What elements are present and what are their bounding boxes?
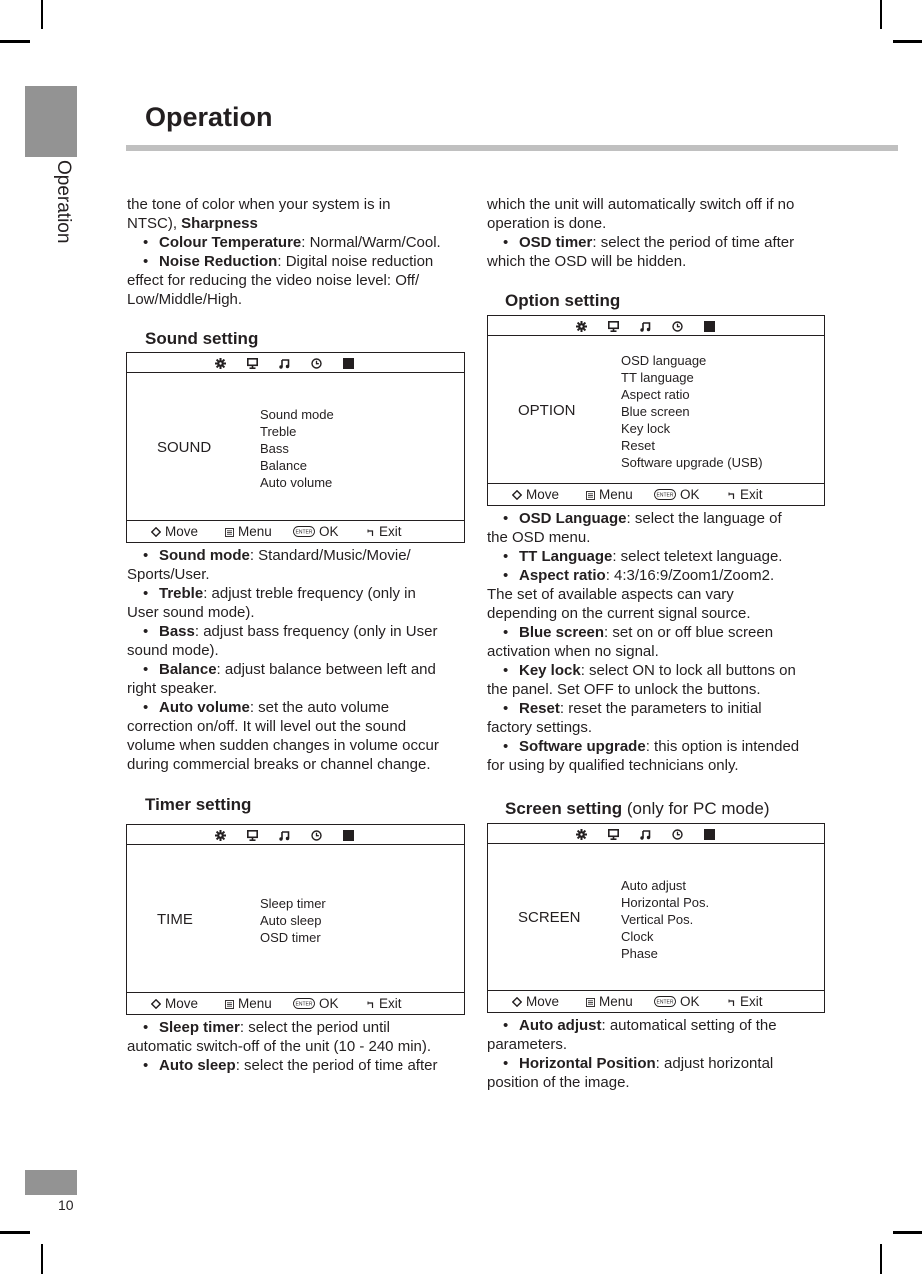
bullet-term: Blue screen [519, 624, 605, 641]
monitor-icon[interactable] [247, 356, 279, 369]
bullet-continuation: depending on the current signal source. [487, 605, 751, 622]
menu-icon [586, 995, 595, 1010]
menu-icon [586, 488, 595, 503]
osd-sound-menu [126, 352, 465, 543]
osd-body [488, 336, 824, 487]
exit-hint-label: Exit [379, 524, 402, 539]
osd-menu-item[interactable]: Blue screen [621, 404, 690, 419]
bullet-dot: • [143, 623, 149, 640]
menu-hint-label: Menu [599, 487, 633, 502]
exit-hint [728, 994, 763, 1010]
timer-heading: Timer setting [145, 795, 252, 814]
bullet-item [127, 698, 472, 717]
exit-hint-label: Exit [379, 996, 402, 1011]
bullet-term: Balance [159, 661, 217, 678]
side-label-text: Operation [53, 160, 74, 244]
bullet-item [127, 1056, 472, 1075]
ok-icon [654, 488, 676, 503]
bullet-item [487, 233, 832, 252]
crop-mark [893, 40, 922, 43]
bullet-dot: • [143, 661, 149, 678]
bullet-term: Sound mode [159, 547, 250, 564]
bullet-continuation: The set of available aspects can vary [487, 586, 734, 603]
osd-menu-item[interactable]: TT language [621, 370, 694, 385]
bullet-item [127, 252, 472, 271]
clock-icon[interactable] [311, 356, 343, 369]
bullet-continuation: Low/Middle/High. [127, 291, 243, 308]
bullet-continuation: Sports/User. [127, 566, 210, 583]
svg-text:ENTER: ENTER [295, 529, 313, 536]
bullet-term: Horizontal Position [519, 1055, 656, 1072]
bullet-list [487, 1016, 832, 1092]
ok-icon [293, 997, 315, 1012]
osd-body [127, 373, 464, 524]
square-icon[interactable] [704, 319, 736, 332]
bullet-continuation: activation when no signal. [487, 643, 659, 660]
bullet-item [127, 233, 472, 252]
osd-body [488, 844, 824, 994]
clock-icon[interactable] [672, 319, 704, 332]
osd-menu-item[interactable]: OSD timer [260, 930, 321, 945]
bullet-dot: • [503, 700, 509, 717]
bullet-list [487, 509, 832, 775]
osd-menu-item[interactable]: Software upgrade (USB) [621, 455, 763, 470]
bullet-list [127, 546, 472, 774]
bullet-item [487, 509, 832, 528]
menu-hint-label: Menu [238, 996, 272, 1011]
bullet-item [487, 737, 832, 756]
exit-hint [367, 996, 402, 1012]
music-note-icon[interactable] [640, 827, 672, 840]
ok-hint [654, 994, 700, 1010]
left-column [127, 195, 472, 309]
osd-tab-bar [488, 824, 824, 844]
title-rule [126, 145, 898, 151]
bullet-dot: • [503, 234, 509, 251]
crop-mark [880, 1244, 882, 1274]
osd-footer [127, 992, 464, 1014]
music-note-icon[interactable] [279, 356, 311, 369]
osd-menu-item[interactable]: Treble [260, 424, 297, 439]
bullet-text: : Digital noise reduction [277, 253, 434, 270]
bullet-text: : select the language of [626, 510, 782, 527]
bullet-continuation: parameters. [487, 1036, 568, 1053]
bullet-dot: • [503, 548, 509, 565]
square-icon[interactable] [343, 356, 375, 369]
bullet-continuation: the panel. Set OFF to unlock the buttons. [487, 681, 761, 698]
osd-item-list [260, 406, 334, 491]
bullet-term: Software upgrade [519, 738, 646, 755]
osd-menu-item[interactable]: Bass [260, 441, 289, 456]
osd-menu-item[interactable]: Balance [260, 458, 307, 473]
bullet-text: : select the period until [239, 1019, 390, 1036]
cont-line: operation is done. [487, 215, 607, 232]
ok-hint-label: OK [680, 487, 700, 502]
osd-category-label: SCREEN [518, 909, 581, 926]
menu-hint [586, 487, 633, 503]
move-hint-label: Move [526, 487, 560, 502]
bullet-text: : adjust treble frequency (only in [203, 585, 416, 602]
bullet-continuation: User sound mode). [127, 604, 255, 621]
bullet-text: : adjust horizontal [655, 1055, 774, 1072]
exit-hint-label: Exit [740, 487, 763, 502]
bullet-continuation: which the OSD will be hidden. [487, 253, 687, 270]
crop-mark [880, 0, 882, 29]
bullet-continuation: the OSD menu. [487, 529, 591, 546]
sound-bullets [127, 546, 472, 774]
bullet-continuation: correction on/off. It will level out the sound [127, 718, 407, 735]
svg-text:ENTER: ENTER [656, 999, 674, 1006]
bullet-text: : select the period of time after [592, 234, 795, 251]
bullet-term: Aspect ratio [519, 567, 606, 584]
menu-hint [225, 524, 272, 540]
cont-line: which the unit will automatically switch off if no [487, 196, 795, 213]
move-icon [151, 525, 161, 540]
bullet-dot: • [503, 662, 509, 679]
ok-hint [293, 524, 339, 540]
bullet-dot: • [503, 1017, 509, 1034]
bullet-dot: • [143, 585, 149, 602]
menu-hint [586, 994, 633, 1010]
side-label [25, 160, 77, 260]
ok-hint [654, 487, 700, 503]
screen-heading-note: (only for PC mode) [622, 799, 770, 818]
osd-body [127, 845, 464, 996]
bullet-text: : reset the parameters to initial [559, 700, 762, 717]
osd-menu-item[interactable]: OSD language [621, 353, 707, 368]
bullet-text: : Normal/Warm/Cool. [301, 234, 441, 251]
bullet-list [487, 233, 832, 271]
osd-item-list [621, 352, 763, 471]
move-hint-label: Move [165, 996, 199, 1011]
crop-mark [41, 0, 43, 29]
bullet-term: Auto sleep [159, 1057, 236, 1074]
bullet-item [127, 660, 472, 679]
move-icon [512, 488, 522, 503]
bullet-continuation: for using by qualified technicians only. [487, 757, 739, 774]
bullet-term: Bass [159, 623, 195, 640]
osd-menu-item[interactable]: Aspect ratio [621, 387, 690, 402]
bullet-item [127, 1018, 472, 1037]
crop-mark [0, 40, 30, 43]
bullet-continuation: position of the image. [487, 1074, 630, 1091]
osd-category-label: SOUND [157, 438, 212, 456]
gear-icon[interactable] [215, 828, 247, 841]
bullet-dot: • [503, 567, 509, 584]
sound-heading-wrap [127, 328, 472, 350]
bullet-item [127, 584, 472, 603]
bullet-dot: • [143, 1019, 149, 1036]
move-hint [151, 996, 198, 1012]
bullet-text: : adjust bass frequency (only in User [194, 623, 438, 640]
ok-hint-label: OK [680, 994, 700, 1009]
bullet-term: Colour Temperature [159, 234, 302, 251]
ok-icon [293, 525, 315, 540]
osd-tab-icons [576, 319, 736, 332]
bullet-continuation: automatic switch-off of the unit (10 - 240 min). [127, 1038, 432, 1055]
gear-icon[interactable] [576, 319, 608, 332]
screen-heading-wrap [487, 798, 847, 820]
bullet-dot: • [503, 624, 509, 641]
menu-icon [225, 997, 234, 1012]
crop-mark [0, 1231, 30, 1234]
exit-icon [367, 997, 375, 1012]
bullet-dot: • [503, 510, 509, 527]
bullet-dot: • [143, 547, 149, 564]
bullet-term: Sleep timer [159, 1019, 240, 1036]
bullet-term: Auto volume [159, 699, 250, 716]
gear-icon[interactable] [576, 827, 608, 840]
screen-bullets [487, 1016, 832, 1092]
intro-text: NTSC), [127, 215, 182, 232]
bullet-text: : set on or off blue screen [604, 624, 774, 641]
bullet-term: Auto adjust [519, 1017, 602, 1034]
osd-footer [488, 990, 824, 1012]
osd-menu-item[interactable]: Vertical Pos. [621, 911, 694, 927]
bullet-text: : select ON to lock all buttons on [580, 662, 796, 679]
page-number: 10 [58, 1197, 74, 1213]
option-heading: Option setting [505, 291, 621, 310]
intro-line [127, 214, 472, 233]
bullet-text: : adjust balance between left and [216, 661, 436, 678]
page-number-tab [25, 1170, 77, 1195]
bullet-item [487, 566, 832, 585]
bullet-dot: • [143, 699, 149, 716]
osd-menu-item[interactable]: Phase [621, 945, 658, 961]
bullet-text: : Standard/Music/Movie/ [249, 547, 411, 564]
osd-menu-item[interactable]: Auto volume [260, 475, 333, 490]
square-icon[interactable] [343, 828, 375, 841]
bullet-text: : select teletext language. [612, 548, 783, 565]
bullet-continuation: during commercial breaks or channel change. [127, 756, 431, 773]
bullet-item [127, 546, 472, 565]
bullet-dot: • [143, 1057, 149, 1074]
bullet-item [127, 622, 472, 641]
bullet-text: : select the period of time after [235, 1057, 438, 1074]
osd-menu-item[interactable]: Sleep timer [260, 896, 326, 911]
bullet-item [487, 547, 832, 566]
crop-mark [893, 1231, 922, 1234]
bullet-term: TT Language [519, 548, 613, 565]
bullet-continuation: factory settings. [487, 719, 593, 736]
bullet-term: Reset [519, 700, 560, 717]
bullet-item [487, 623, 832, 642]
timer-heading-wrap [127, 794, 472, 816]
square-icon[interactable] [704, 827, 736, 840]
exit-hint-label: Exit [740, 994, 763, 1009]
exit-icon [728, 488, 736, 503]
monitor-icon[interactable] [608, 827, 640, 840]
screen-heading-bold: Screen setting [505, 799, 623, 818]
bullet-continuation: effect for reducing the video noise level: Off/ [127, 272, 420, 289]
menu-hint-label: Menu [238, 524, 272, 539]
osd-tab-icons [576, 827, 736, 840]
page-title: Operation [145, 102, 273, 132]
exit-hint [728, 487, 763, 503]
bullet-continuation: sound mode). [127, 642, 219, 659]
osd-category-label: TIME [157, 910, 193, 928]
osd-footer [488, 483, 824, 505]
move-icon [151, 997, 161, 1012]
monitor-icon[interactable] [247, 828, 279, 841]
move-icon [512, 995, 522, 1010]
osd-menu-item[interactable]: Auto sleep [260, 913, 322, 928]
svg-text:ENTER: ENTER [656, 492, 674, 499]
bullet-text: : automatical setting of the [601, 1017, 777, 1034]
bullet-continuation: volume when sudden changes in volume occur [127, 737, 439, 754]
side-tab [25, 86, 77, 157]
bullet-item [487, 1016, 832, 1035]
clock-icon[interactable] [311, 828, 343, 841]
bullet-continuation: right speaker. [127, 680, 218, 697]
bullet-term: Noise Reduction [159, 253, 278, 270]
bullet-dot: • [503, 738, 509, 755]
move-hint-label: Move [165, 524, 199, 539]
move-hint [512, 994, 559, 1010]
music-note-icon[interactable] [640, 319, 672, 332]
osd-tab-bar [127, 825, 464, 845]
osd-menu-item[interactable]: Horizontal Pos. [621, 894, 710, 910]
music-note-icon[interactable] [279, 828, 311, 841]
osd-screen-menu [487, 823, 825, 1013]
screen-heading [487, 798, 847, 820]
bullet-term: Treble [159, 585, 204, 602]
sound-heading: Sound setting [145, 329, 259, 348]
bullet-text: : 4:3/16:9/Zoom1/Zoom2. [605, 567, 775, 584]
intro-line: the tone of color when your system is in [127, 196, 391, 213]
osd-item-list [260, 895, 326, 946]
ok-hint-label: OK [319, 524, 339, 539]
gear-icon[interactable] [215, 356, 247, 369]
move-hint [512, 487, 559, 503]
bullet-term: Key lock [519, 662, 581, 679]
osd-tab-icons [215, 828, 375, 841]
osd-tab-icons [215, 356, 375, 369]
menu-hint-label: Menu [599, 994, 633, 1009]
exit-hint [367, 524, 402, 540]
bullet-term: OSD timer [519, 234, 593, 251]
option-heading-wrap [487, 290, 832, 312]
clock-icon[interactable] [672, 827, 704, 840]
intro-term: Sharpness [181, 215, 258, 232]
bullet-list [127, 1018, 472, 1075]
bullet-dot: • [143, 253, 149, 270]
ok-hint [293, 996, 339, 1012]
exit-icon [728, 995, 736, 1010]
osd-tab-bar [127, 353, 464, 373]
osd-menu-item[interactable]: Reset [621, 438, 655, 453]
bullet-dot: • [503, 1055, 509, 1072]
bullet-term: OSD Language [519, 510, 627, 527]
menu-hint [225, 996, 272, 1012]
ok-icon [654, 995, 676, 1010]
bullet-item [487, 661, 832, 680]
osd-tab-bar [488, 316, 824, 336]
move-hint [151, 524, 198, 540]
osd-time-menu [126, 824, 465, 1015]
ok-hint-label: OK [319, 996, 339, 1011]
osd-footer [127, 520, 464, 542]
crop-mark [41, 1244, 43, 1274]
osd-menu-item[interactable]: Clock [621, 928, 654, 944]
bullet-text: : this option is intended [645, 738, 800, 755]
osd-menu-item[interactable]: Auto adjust [621, 877, 687, 893]
bullet-item [487, 699, 832, 718]
menu-icon [225, 525, 234, 540]
svg-text:ENTER: ENTER [295, 1001, 313, 1008]
timer-bullets [127, 1018, 472, 1075]
monitor-icon[interactable] [608, 319, 640, 332]
osd-menu-item[interactable]: Key lock [621, 421, 671, 436]
move-hint-label: Move [526, 994, 560, 1009]
right-column [487, 195, 832, 271]
bullet-dot: • [143, 234, 149, 251]
osd-option-menu [487, 315, 825, 506]
osd-category-label: OPTION [518, 401, 576, 419]
osd-item-list [621, 877, 709, 962]
exit-icon [367, 525, 375, 540]
bullet-item [487, 1054, 832, 1073]
bullet-list [127, 233, 472, 309]
osd-menu-item[interactable]: Sound mode [260, 407, 334, 422]
option-bullets [487, 509, 832, 775]
bullet-text: : set the auto volume [249, 699, 390, 716]
